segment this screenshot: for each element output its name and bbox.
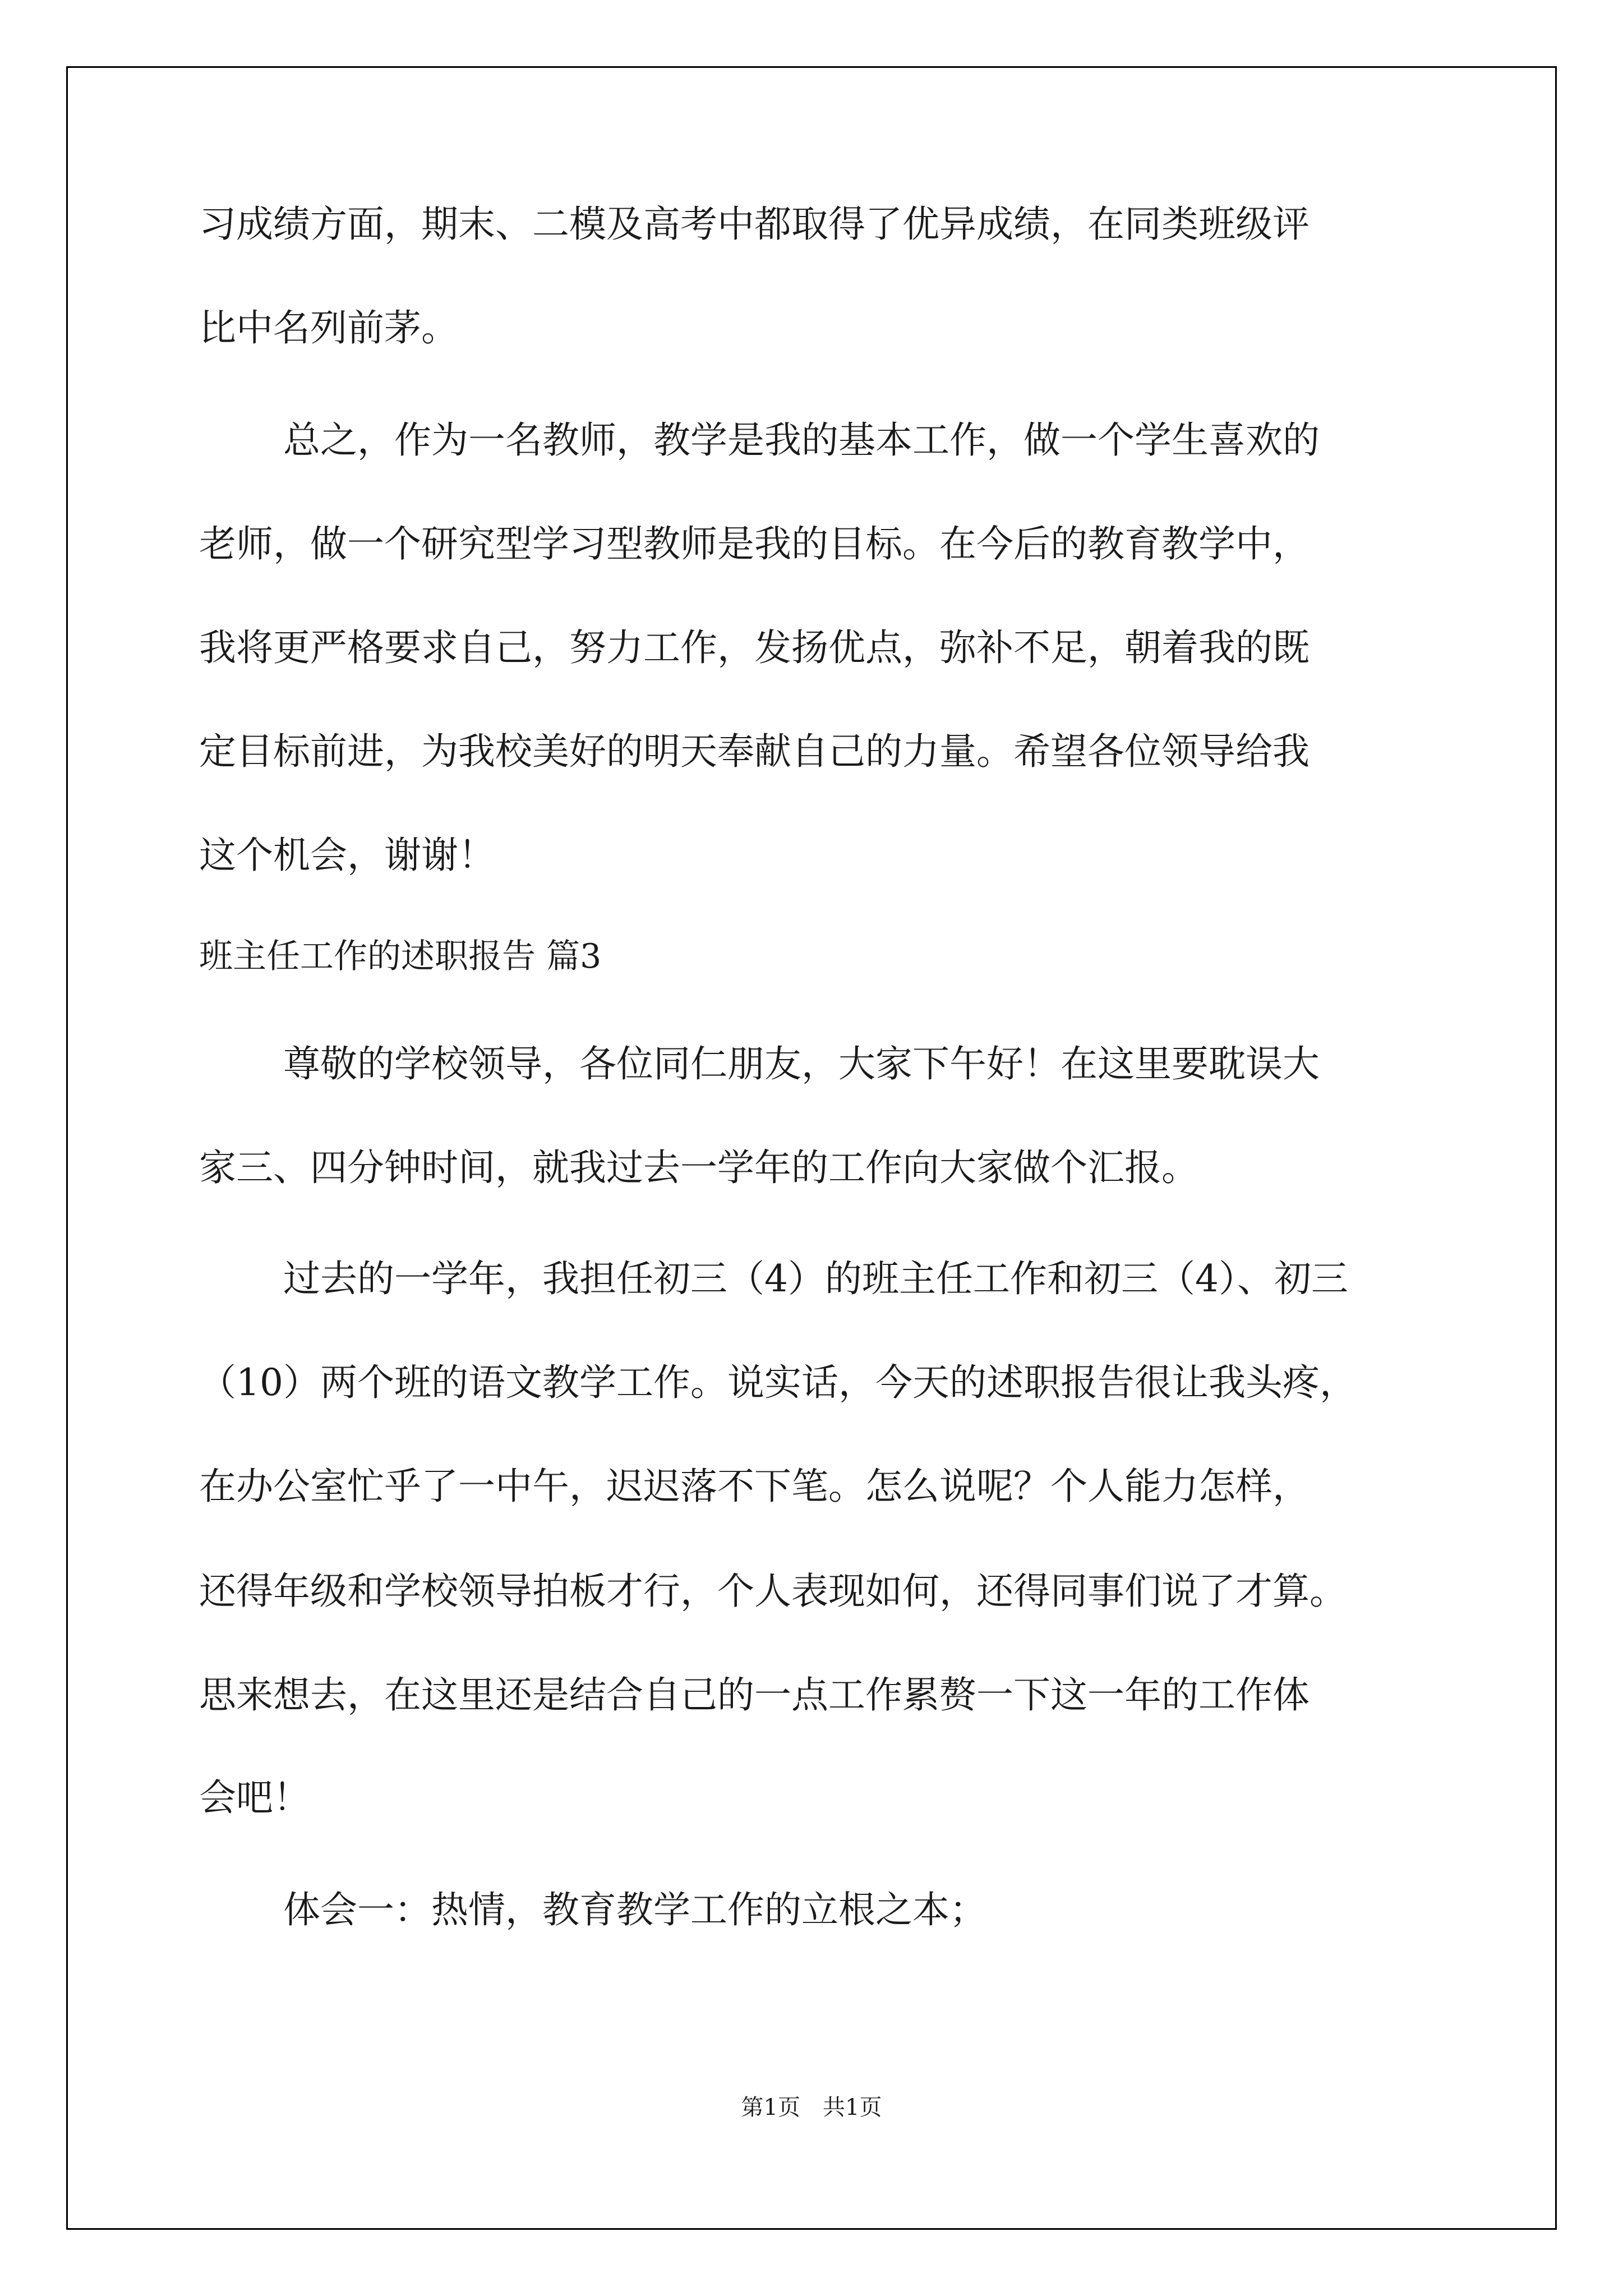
text-line: 定目标前进，为我校美好的明天奉献自己的力量。希望各位领导给我 xyxy=(199,730,1310,773)
text-line: 会吧！ xyxy=(199,1776,310,1819)
text-line: 总之，作为一名教师，教学是我的基本工作，做一个学生喜欢的 xyxy=(283,418,1320,462)
section-heading: 班主任工作的述职报告 篇3 xyxy=(199,937,602,976)
text-line: （10）两个班的语文教学工作。说实话，今天的述职报告很让我头疼， xyxy=(199,1361,1357,1404)
text-line: 过去的一学年，我担任初三（4）的班主任工作和初三（4）、初三 xyxy=(283,1257,1348,1300)
text-line: 老师，做一个研究型学习型教师是我的目标。在今后的教育教学中， xyxy=(199,522,1310,565)
text-line: 思来想去，在这里还是结合自己的一点工作累赘一下这一年的工作体 xyxy=(199,1673,1310,1717)
text-line: 在办公室忙乎了一中午，迟迟落不下笔。怎么说呢？个人能力怎样， xyxy=(199,1465,1310,1508)
text-line: 尊敬的学校领导，各位同仁朋友，大家下午好！在这里要耽误大 xyxy=(283,1042,1320,1085)
text-line: 这个机会，谢谢！ xyxy=(199,834,495,877)
text-line: 体会一：热情，教育教学工作的立根之本； xyxy=(283,1888,986,1931)
text-line: 我将更严格要求自己，努力工作，发扬优点，弥补不足，朝着我的既 xyxy=(199,626,1310,669)
text-line: 比中名列前茅。 xyxy=(199,306,458,349)
text-line: 习成绩方面，期末、二模及高考中都取得了优异成绩，在同类班级评 xyxy=(199,203,1310,246)
text-line: 还得年级和学校领导拍板才行，个人表现如何，还得同事们说了才算。 xyxy=(199,1570,1347,1613)
text-line: 家三、四分钟时间，就我过去一学年的工作向大家做个汇报。 xyxy=(199,1146,1198,1189)
page-number: 第1页 共1页 xyxy=(741,2095,882,2120)
